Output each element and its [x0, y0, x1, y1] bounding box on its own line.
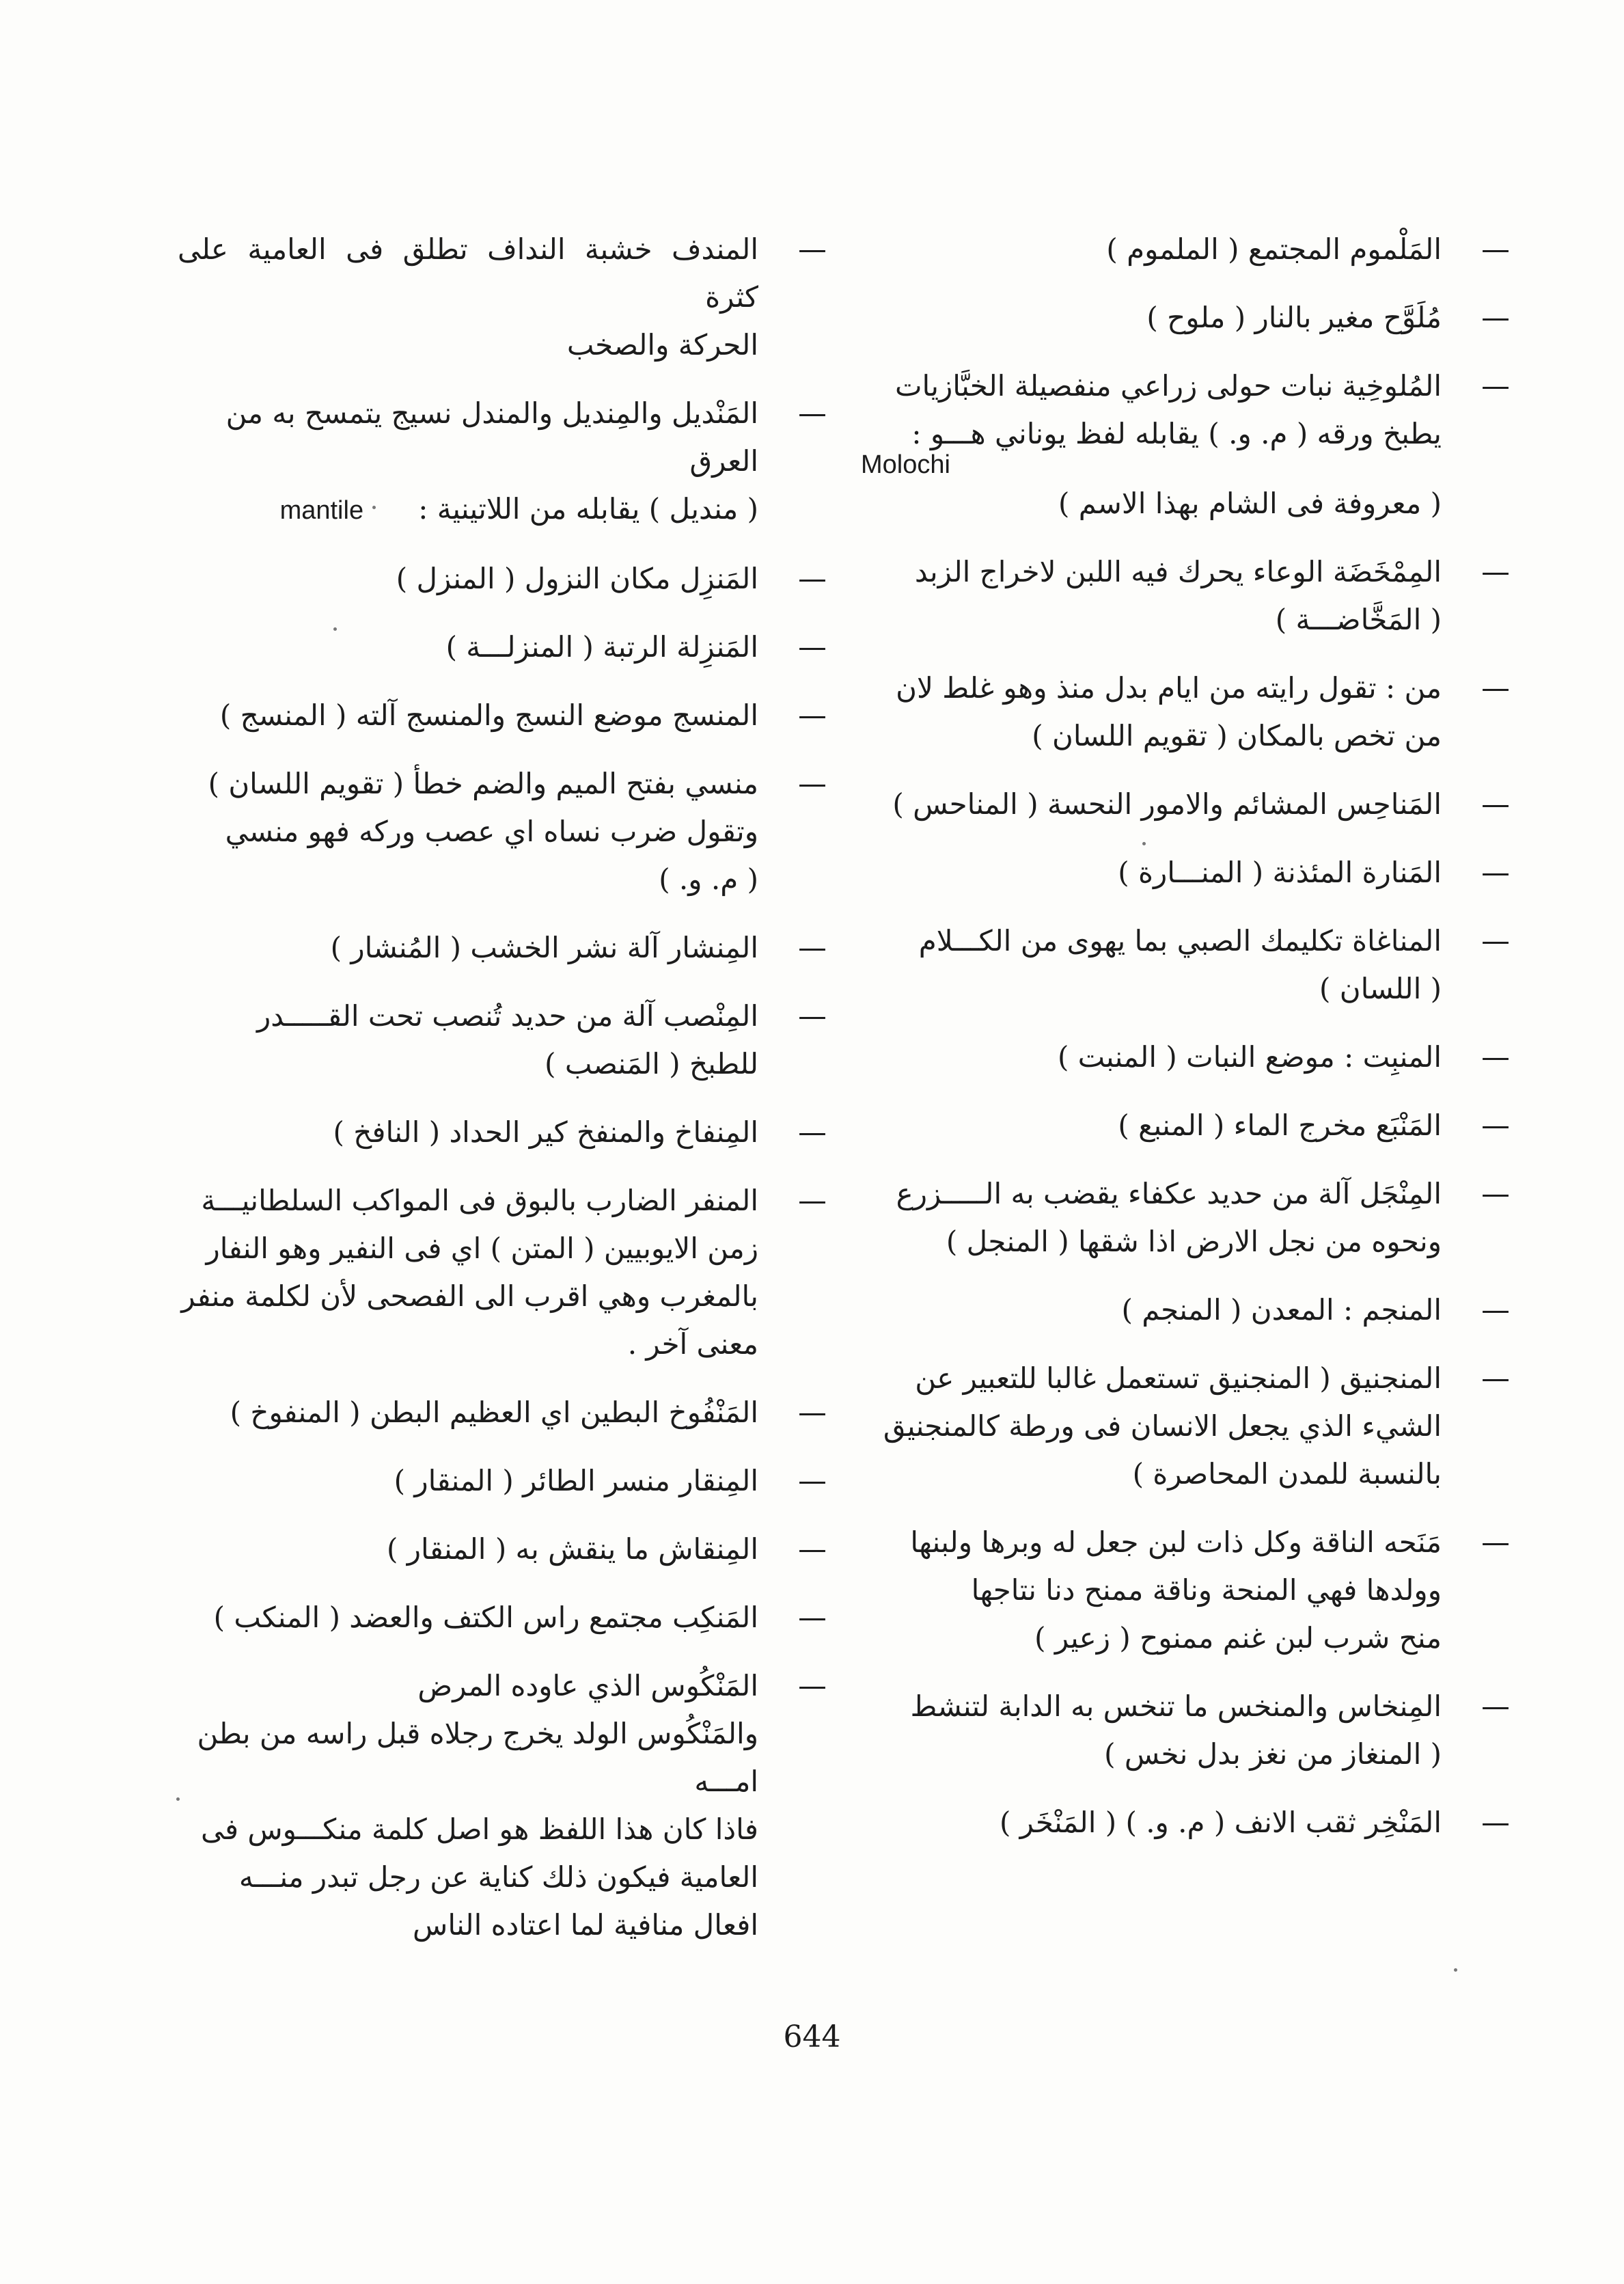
- entry-dash: —: [798, 999, 827, 1033]
- entry-line: المنجم : المعدن ( المنجم ): [1121, 1293, 1442, 1327]
- entry-dash: —: [1481, 787, 1510, 821]
- entry-dash: —: [798, 1115, 827, 1149]
- entry-line: ( المنغاز من نغز بدل نخس ): [1104, 1737, 1442, 1771]
- entry-line: المِنْصب آلة من حديد تُنصب تحت القـــــدر: [256, 999, 758, 1033]
- entry-line: افعال منافية لما اعتاده الناس: [413, 1908, 758, 1942]
- entry-line: المنجنيق ( المنجنيق تستعمل غالبا للتعبير عن: [915, 1361, 1442, 1395]
- entry-line: وولدها فهي المنحة وناقة ممنح دنا نتاجها: [971, 1573, 1442, 1607]
- dictionary-entry: [861, 1033, 1517, 1081]
- entry-dash: —: [1481, 232, 1510, 266]
- column-left: [178, 226, 834, 1970]
- entry-note-text: ( منديل ) يقابله من اللاتينية :: [418, 492, 758, 526]
- entry-line: المِنْجَل آلة من حديد عكفاء يقضب به الـــــزرع: [896, 1177, 1442, 1210]
- dictionary-entry: [861, 1286, 1517, 1334]
- entry-dash: —: [798, 1532, 827, 1566]
- dictionary-entry: [178, 1594, 834, 1642]
- dictionary-entry: [861, 917, 1517, 1013]
- dictionary-entry: [178, 1457, 834, 1505]
- entry-dash: —: [1481, 301, 1510, 334]
- dictionary-entry: [861, 780, 1517, 828]
- scan-speck: [1454, 1968, 1457, 1972]
- dictionary-entry: [178, 555, 834, 603]
- dictionary-entry: [178, 1525, 834, 1573]
- dictionary-entry: [861, 1683, 1517, 1778]
- entry-dash: —: [1481, 555, 1510, 588]
- scan-speck: [333, 627, 337, 631]
- entry-line: المَلْموم المجتمع ( الملموم ): [1106, 232, 1442, 266]
- dictionary-entry: [178, 992, 834, 1088]
- entry-dash: —: [1481, 1525, 1510, 1559]
- entry-line: يطبخ ورقه ( م. و. ) يقابله لفظ يوناني هـــو :: [911, 417, 1442, 450]
- entry-line: مُلَوَّح مغير بالنار ( ملوح ): [1146, 301, 1442, 334]
- entry-dash: —: [798, 562, 827, 595]
- entry-dash: —: [1481, 1040, 1510, 1074]
- dictionary-entry: [178, 692, 834, 739]
- entry-line: المنفر الضارب بالبوق فى المواكب السلطانيـــة: [201, 1184, 758, 1217]
- dictionary-entry: [178, 1109, 834, 1156]
- dictionary-entry: [861, 664, 1517, 760]
- dictionary-entry: [861, 362, 1517, 528]
- entry-dash: —: [798, 232, 827, 266]
- dictionary-entry: [861, 548, 1517, 644]
- scan-speck: [176, 1797, 180, 1801]
- entry-note: منح شرب لبن غنم ممنوح ( زعير ): [1034, 1621, 1442, 1655]
- entry-line: المِنفاخ والمنفخ كير الحداد ( النافخ ): [333, 1115, 758, 1149]
- entry-dash: —: [1481, 1361, 1510, 1395]
- entry-line: المنسج موضع النسج والمنسج آلته ( المنسج ): [219, 698, 758, 732]
- entry-line: ونحوه من نجل الارض اذا شقها ( المنجل ): [946, 1225, 1442, 1258]
- entry-dash: —: [798, 1601, 827, 1634]
- latin-term: mantile: [279, 496, 364, 525]
- entry-line: المَنكِب مجتمع راس الكتف والعضد ( المنكب ): [213, 1601, 758, 1634]
- entry-line: الشيء الذي يجعل الانسان فى ورطة كالمنجنيق: [883, 1409, 1442, 1443]
- entry-line: منسي بفتح الميم والضم خطأ ( تقويم اللسان ): [208, 767, 758, 800]
- entry-line: المَناحِس المشائم والامور النحسة ( المناحس ): [892, 787, 1442, 821]
- entry-note: [178, 485, 758, 534]
- dictionary-entry: [861, 1355, 1517, 1498]
- dictionary-entry: [178, 390, 834, 534]
- entry-line: المَنْخِر ثقب الانف ( م. و. ) ( المَنْخَر ): [999, 1806, 1442, 1839]
- entry-line: بالنسبة للمدن المحاصرة ): [1132, 1457, 1442, 1491]
- entry-dash: —: [798, 767, 827, 800]
- entry-line: المَنارة المئذنة ( المنـــارة ): [1118, 856, 1442, 889]
- entry-dash: —: [798, 1464, 827, 1497]
- entry-line: للطبخ ( المَنصب ): [545, 1047, 758, 1080]
- latin-term: Molochi: [861, 450, 950, 479]
- entry-line: المَنْبَع مخرج الماء ( المنبع ): [1118, 1109, 1442, 1142]
- entry-note: ( معروفة فى الشام بهذا الاسم ): [1058, 487, 1442, 520]
- dictionary-entry: [861, 1102, 1517, 1150]
- entry-dash: —: [798, 931, 827, 964]
- entry-line: المَنْكُوس الذي عاوده المرض: [417, 1669, 758, 1702]
- entry-dash: —: [1481, 1177, 1510, 1210]
- dictionary-entry: [861, 226, 1517, 273]
- dictionary-entry: [178, 1662, 834, 1949]
- entry-line: العرق: [689, 444, 758, 478]
- entry-line: ( اللسان ): [1319, 972, 1442, 1005]
- dictionary-entry: [861, 294, 1517, 342]
- entry-dash: —: [1481, 924, 1510, 957]
- entry-line: ( م. و. ): [659, 862, 758, 896]
- entry-line: من تخص بالمكان ( تقويم اللسان ): [1032, 719, 1442, 752]
- entry-line: المِنشار آلة نشر الخشب ( المُنشار ): [330, 931, 758, 964]
- dictionary-entry: [861, 1170, 1517, 1266]
- entry-line: فاذا كان هذا اللفظ هو اصل كلمة منكـــوس فى: [200, 1812, 758, 1846]
- entry-dash: —: [798, 698, 827, 732]
- column-right: [861, 226, 1517, 1867]
- page-number: 644: [783, 2020, 841, 2054]
- entry-line: من : تقول رايته من ايام بدل منذ وهو غلط لان: [896, 671, 1442, 705]
- entry-dash: —: [798, 1184, 827, 1217]
- dictionary-entry: [178, 623, 834, 671]
- entry-dash: —: [798, 396, 827, 430]
- entry-line: ( المَخَّاضـــة ): [1275, 603, 1442, 636]
- entry-line: المِمْخَضَة الوعاء يحرك فيه اللبن لاخراج الزبد: [914, 555, 1442, 588]
- entry-line: الحركة والصخب: [566, 328, 758, 362]
- entry-line: المِنخاس والمنخس ما تنخس به الدابة لتنشط: [910, 1689, 1442, 1723]
- scan-speck: [372, 506, 376, 509]
- dictionary-entry: [178, 1389, 834, 1437]
- entry-dash: —: [1481, 1293, 1510, 1327]
- entry-line: المناغاة تكليمك الصبي بما يهوى من الكـــلام: [918, 924, 1442, 957]
- entry-dash: —: [798, 1396, 827, 1429]
- entry-line: المُلوخِية نبات حولى زراعي منفصيلة الخبَّازيات: [894, 369, 1442, 403]
- entry-dash: —: [1481, 671, 1510, 705]
- entry-line: المِنقار منسر الطائر ( المنقار ): [394, 1464, 758, 1497]
- entry-dash: —: [1481, 1689, 1510, 1723]
- entry-line: زمن الايوبيين ( المتن ) اي فى النفير وهو النفار: [206, 1232, 758, 1265]
- entry-line: مَنَحه الناقة وكل ذات لبن جعل له وبرها ولبنها: [910, 1525, 1442, 1559]
- entry-line: وتقول ضرب نساه اي عصب وركه فهو منسي: [225, 815, 758, 848]
- entry-dash: —: [1481, 1806, 1510, 1839]
- entry-line: معنى آخر .: [627, 1327, 758, 1361]
- entry-line: المَنْفُوخ البطين اي العظيم البطن ( المنفوخ ): [230, 1396, 758, 1429]
- dictionary-entry: [178, 226, 834, 369]
- entry-line: المِنقاش ما ينقش به ( المنقار ): [386, 1532, 758, 1566]
- dictionary-entry: [178, 924, 834, 972]
- entry-dash: —: [798, 630, 827, 664]
- scan-speck: [1142, 842, 1146, 845]
- entry-dash: —: [1481, 1109, 1510, 1142]
- dictionary-entry: [178, 760, 834, 903]
- dictionary-entry: [861, 849, 1517, 897]
- entry-line: المَنزِلة الرتبة ( المنزلـــة ): [445, 630, 758, 664]
- entry-line: بالمغرب وهي اقرب الى الفصحى لأن لكلمة منفر: [181, 1279, 758, 1313]
- entry-line: المندف خشبة النداف تطلق فى العامية على كثرة: [178, 232, 758, 314]
- entry-dash: —: [1481, 369, 1510, 403]
- entry-line: امـــه: [694, 1765, 758, 1798]
- dictionary-entry: [861, 1799, 1517, 1847]
- entry-line: المَنْديل والمِنديل والمندل نسيج يتمسح به من: [225, 396, 758, 430]
- dictionary-entry: [861, 1519, 1517, 1662]
- dictionary-entry: [178, 1177, 834, 1368]
- entry-dash: —: [1481, 856, 1510, 889]
- entry-dash: —: [798, 1669, 827, 1702]
- entry-line: العامية فيكون ذلك كناية عن رجل تبدر منـــه: [238, 1860, 758, 1894]
- entry-line: والمَنْكُوس الولد يخرج رجلاه قبل راسه من بطن: [197, 1717, 758, 1750]
- entry-line: المنبِت : موضع النبات ( المنبت ): [1057, 1040, 1442, 1074]
- entry-line: المَنزِل مكان النزول ( المنزل ): [396, 562, 758, 595]
